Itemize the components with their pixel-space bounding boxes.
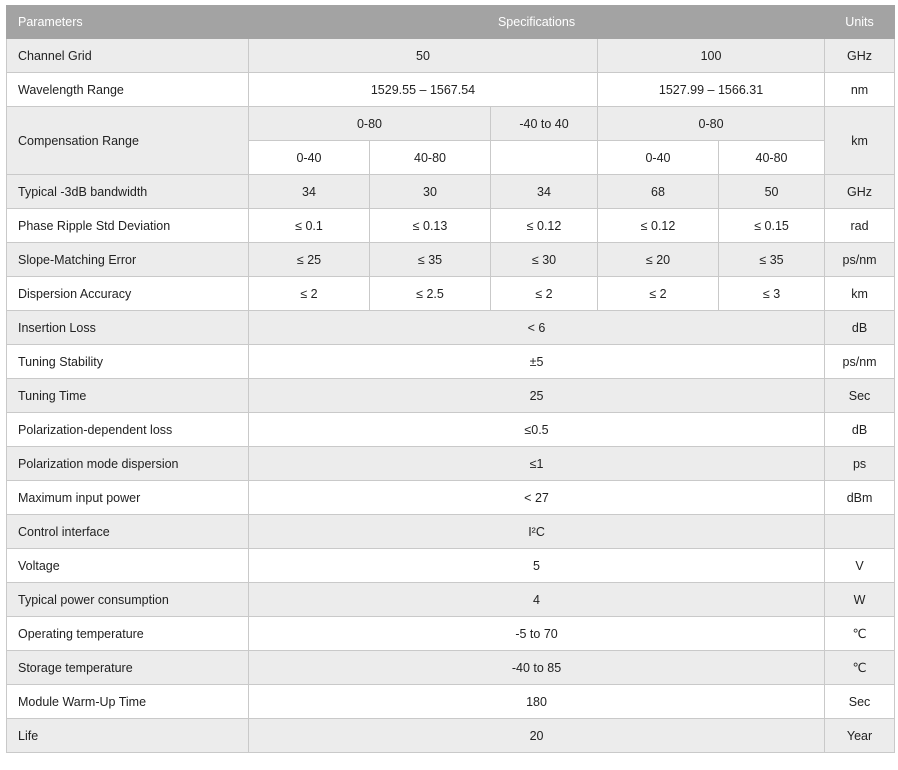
unit-value: GHz	[825, 39, 895, 73]
table-row	[7, 481, 895, 515]
spec-value: ≤0.5	[249, 413, 825, 447]
param-label: Control interface	[7, 515, 249, 549]
table-row	[7, 39, 895, 73]
unit-value: dB	[825, 413, 895, 447]
unit-value: km	[825, 107, 895, 175]
spec-value: 180	[249, 685, 825, 719]
spec-value: 0-80	[598, 107, 825, 141]
table-row	[7, 583, 895, 617]
table-row	[7, 107, 895, 141]
spec-value: 50	[249, 39, 598, 73]
table-row	[7, 515, 895, 549]
spec-value: ≤ 2.5	[370, 277, 491, 311]
spec-value: ≤ 0.13	[370, 209, 491, 243]
table-row	[7, 73, 895, 107]
param-label: Maximum input power	[7, 481, 249, 515]
spec-value: 50	[719, 175, 825, 209]
param-label: Phase Ripple Std Deviation	[7, 209, 249, 243]
table-row	[7, 379, 895, 413]
unit-value: Sec	[825, 379, 895, 413]
spec-value: 34	[249, 175, 370, 209]
spec-value: ≤ 35	[719, 243, 825, 277]
unit-value: nm	[825, 73, 895, 107]
header-units: Units	[825, 6, 895, 39]
spec-value: ≤ 2	[249, 277, 370, 311]
unit-value: GHz	[825, 175, 895, 209]
spec-value: ≤ 0.12	[598, 209, 719, 243]
spec-value: < 27	[249, 481, 825, 515]
table-row	[7, 345, 895, 379]
spec-value: ≤ 3	[719, 277, 825, 311]
unit-value: V	[825, 549, 895, 583]
spec-value: ≤ 20	[598, 243, 719, 277]
header-row	[7, 6, 895, 39]
param-label: Compensation Range	[7, 107, 249, 175]
table-row	[7, 617, 895, 651]
spec-value: ≤ 0.15	[719, 209, 825, 243]
grid-rows	[7, 175, 895, 311]
unit-value: rad	[825, 209, 895, 243]
table-row	[7, 413, 895, 447]
spec-table-container	[6, 5, 895, 753]
param-label: Voltage	[7, 549, 249, 583]
spec-value: I²C	[249, 515, 825, 549]
spec-value: -40 to 85	[249, 651, 825, 685]
spec-value: 68	[598, 175, 719, 209]
unit-value: W	[825, 583, 895, 617]
spec-value: 0-40	[598, 141, 719, 175]
header-parameters: Parameters	[7, 6, 249, 39]
spec-value: 40-80	[719, 141, 825, 175]
param-label: Module Warm-Up Time	[7, 685, 249, 719]
unit-value: ℃	[825, 617, 895, 651]
unit-value: km	[825, 277, 895, 311]
spec-value: 20	[249, 719, 825, 753]
spec-value: 1529.55 – 1567.54	[249, 73, 598, 107]
spec-value: 0-80	[249, 107, 491, 141]
param-label: Tuning Stability	[7, 345, 249, 379]
header-specifications: Specifications	[249, 6, 825, 39]
single-rows	[7, 311, 895, 753]
spec-value-empty	[491, 141, 598, 175]
param-label: Storage temperature	[7, 651, 249, 685]
spec-value: ±5	[249, 345, 825, 379]
unit-value: ps	[825, 447, 895, 481]
table-row	[7, 209, 895, 243]
spec-value: 1527.99 – 1566.31	[598, 73, 825, 107]
unit-value	[825, 515, 895, 549]
unit-value: ℃	[825, 651, 895, 685]
table-row	[7, 311, 895, 345]
param-label: Wavelength Range	[7, 73, 249, 107]
unit-value: ps/nm	[825, 345, 895, 379]
table-row	[7, 175, 895, 209]
param-label: Typical -3dB bandwidth	[7, 175, 249, 209]
spec-value: ≤ 2	[598, 277, 719, 311]
spec-value: 5	[249, 549, 825, 583]
param-label: Life	[7, 719, 249, 753]
param-label: Tuning Time	[7, 379, 249, 413]
param-label: Operating temperature	[7, 617, 249, 651]
spec-value: 34	[491, 175, 598, 209]
table-row	[7, 651, 895, 685]
spec-value: 30	[370, 175, 491, 209]
unit-value: dB	[825, 311, 895, 345]
spec-value: 40-80	[370, 141, 491, 175]
spec-value: ≤ 2	[491, 277, 598, 311]
unit-value: dBm	[825, 481, 895, 515]
unit-value: Year	[825, 719, 895, 753]
param-label: Polarization-dependent loss	[7, 413, 249, 447]
spec-value: < 6	[249, 311, 825, 345]
spec-value: 100	[598, 39, 825, 73]
spec-value: -40 to 40	[491, 107, 598, 141]
param-label: Channel Grid	[7, 39, 249, 73]
param-label: Insertion Loss	[7, 311, 249, 345]
specifications-table	[6, 5, 895, 753]
table-row	[7, 685, 895, 719]
spec-value: -5 to 70	[249, 617, 825, 651]
spec-value: 25	[249, 379, 825, 413]
unit-value: Sec	[825, 685, 895, 719]
table-row	[7, 549, 895, 583]
spec-value: ≤ 0.1	[249, 209, 370, 243]
param-label: Dispersion Accuracy	[7, 277, 249, 311]
table-row	[7, 447, 895, 481]
spec-value: ≤ 0.12	[491, 209, 598, 243]
spec-value: ≤ 30	[491, 243, 598, 277]
table-row	[7, 277, 895, 311]
spec-value: ≤ 35	[370, 243, 491, 277]
param-label: Slope-Matching Error	[7, 243, 249, 277]
param-label: Polarization mode dispersion	[7, 447, 249, 481]
spec-value: 4	[249, 583, 825, 617]
spec-value: ≤ 25	[249, 243, 370, 277]
table-row	[7, 719, 895, 753]
table-row	[7, 243, 895, 277]
unit-value: ps/nm	[825, 243, 895, 277]
param-label: Typical power consumption	[7, 583, 249, 617]
spec-value: ≤1	[249, 447, 825, 481]
spec-value: 0-40	[249, 141, 370, 175]
